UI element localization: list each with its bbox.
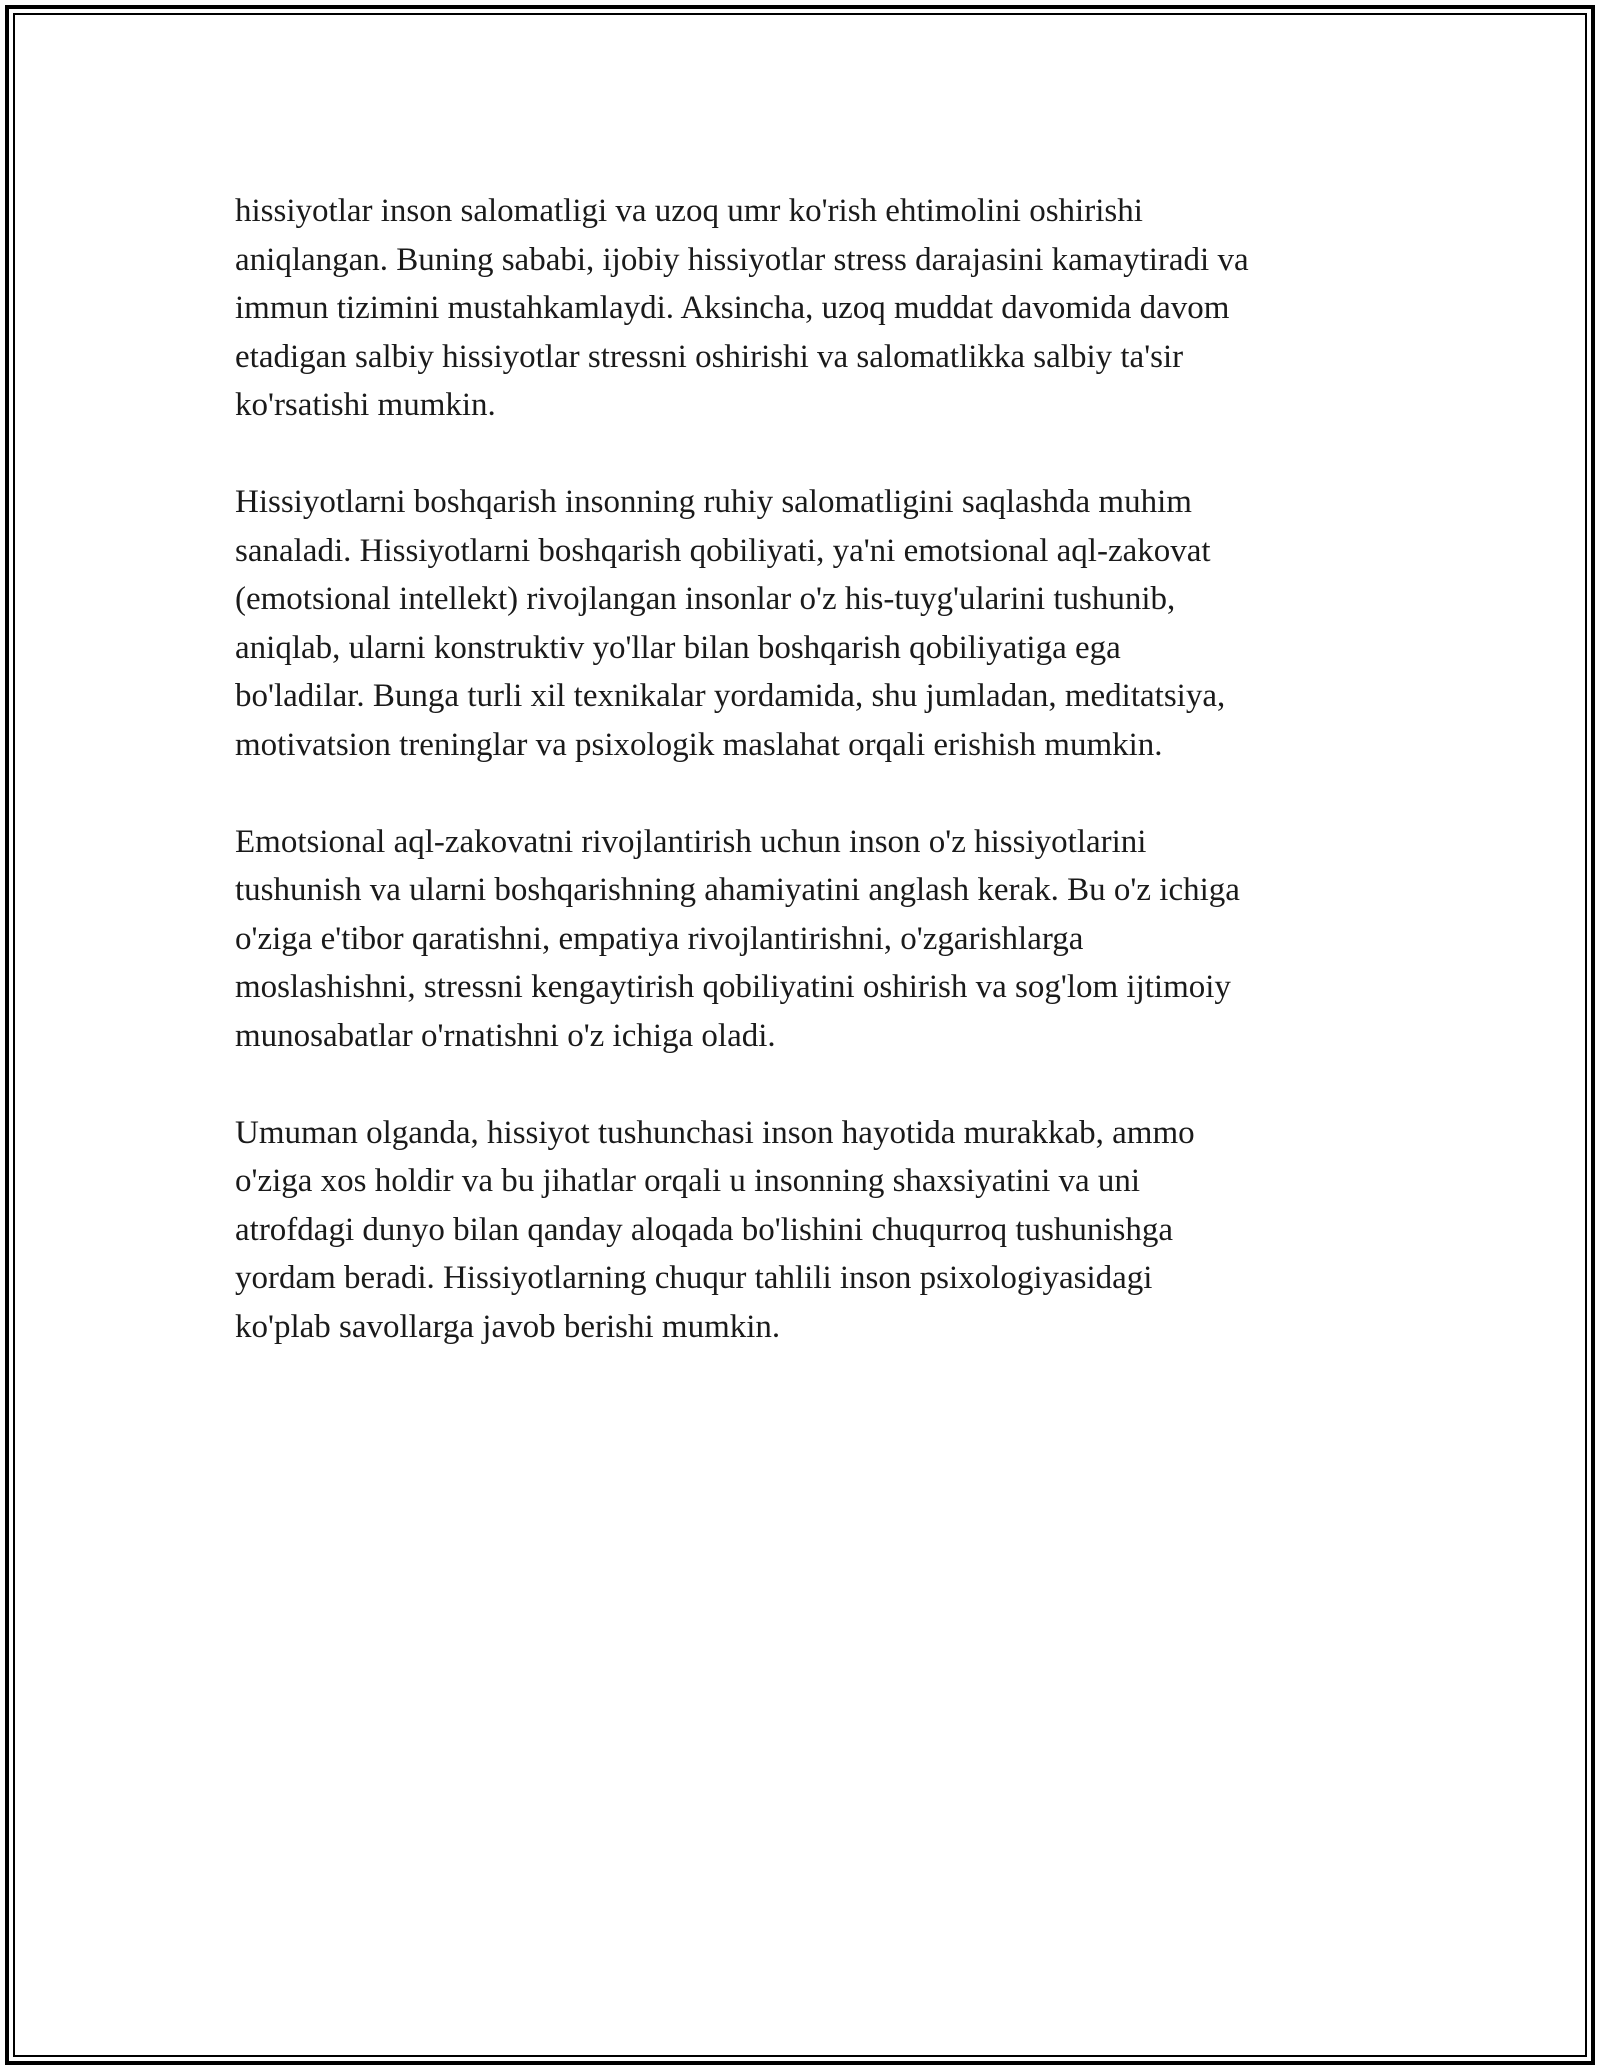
document-body — [235, 187, 1375, 1400]
paragraph-4: Umuman olganda, hissiyot tushunchasi inson hayotida murakkab, ammo o'ziga xos holdir va bu jihatlar orqali u insonning shaxsiyatini va uni atrofdagi dunyo bilan qanday aloqada bo'lishini chuqurroq tushunishga yordam beradi. Hissiyotlarning chuqur tahlili inson psixologiyasidagi ko'plab savollarga javob berishi mumkin. — [235, 1114, 1195, 1345]
paragraph-2: Hissiyotlarni boshqarish insonning ruhiy salomatligini saqlashda muhim sanaladi. Hissiyotlarni boshqarish qobiliyati, ya'ni emotsional aql-zakovat (emotsional intellekt) rivojlangan insonlar o'z his-tuyg'ularini tushunib, aniqlab, ularni konstruktiv yo'llar bilan boshqarish qobiliyatiga ega bo'ladilar. Bunga turli xil texnikalar yordamida, shu jumladan, meditatsiya, motivatsion treninglar va psixologik maslahat orqali erishish mumkin. — [235, 484, 1226, 763]
paragraph-3: Emotsional aql-zakovatni rivojlantirish uchun inson o'z hissiyotlarini tushunish va ularni boshqarishning ahamiyatini anglash kerak. Bu o'z ichiga o'ziga e'tibor qaratishni, empatiya rivojlantirishni, o'zgarishlarga moslashishni, stressni kengaytirish qobiliyatini oshirish va sog'lom ijtimoiy munosabatlar o'rnatishni o'z ichiga oladi. — [235, 823, 1240, 1054]
paragraph-1: hissiyotlar inson salomatligi va uzoq umr ko'rish ehtimolini oshirishi aniqlangan. Buning sababi, ijobiy hissiyotlar stress darajasini kamaytiradi va immun tizimini mustahkamlaydi. Aksincha, uzoq muddat davomida davom etadigan salbiy hissiyotlar stressni oshirishi va salomatlikka salbiy ta'sir ko'rsatishi mumkin. — [235, 193, 1249, 423]
